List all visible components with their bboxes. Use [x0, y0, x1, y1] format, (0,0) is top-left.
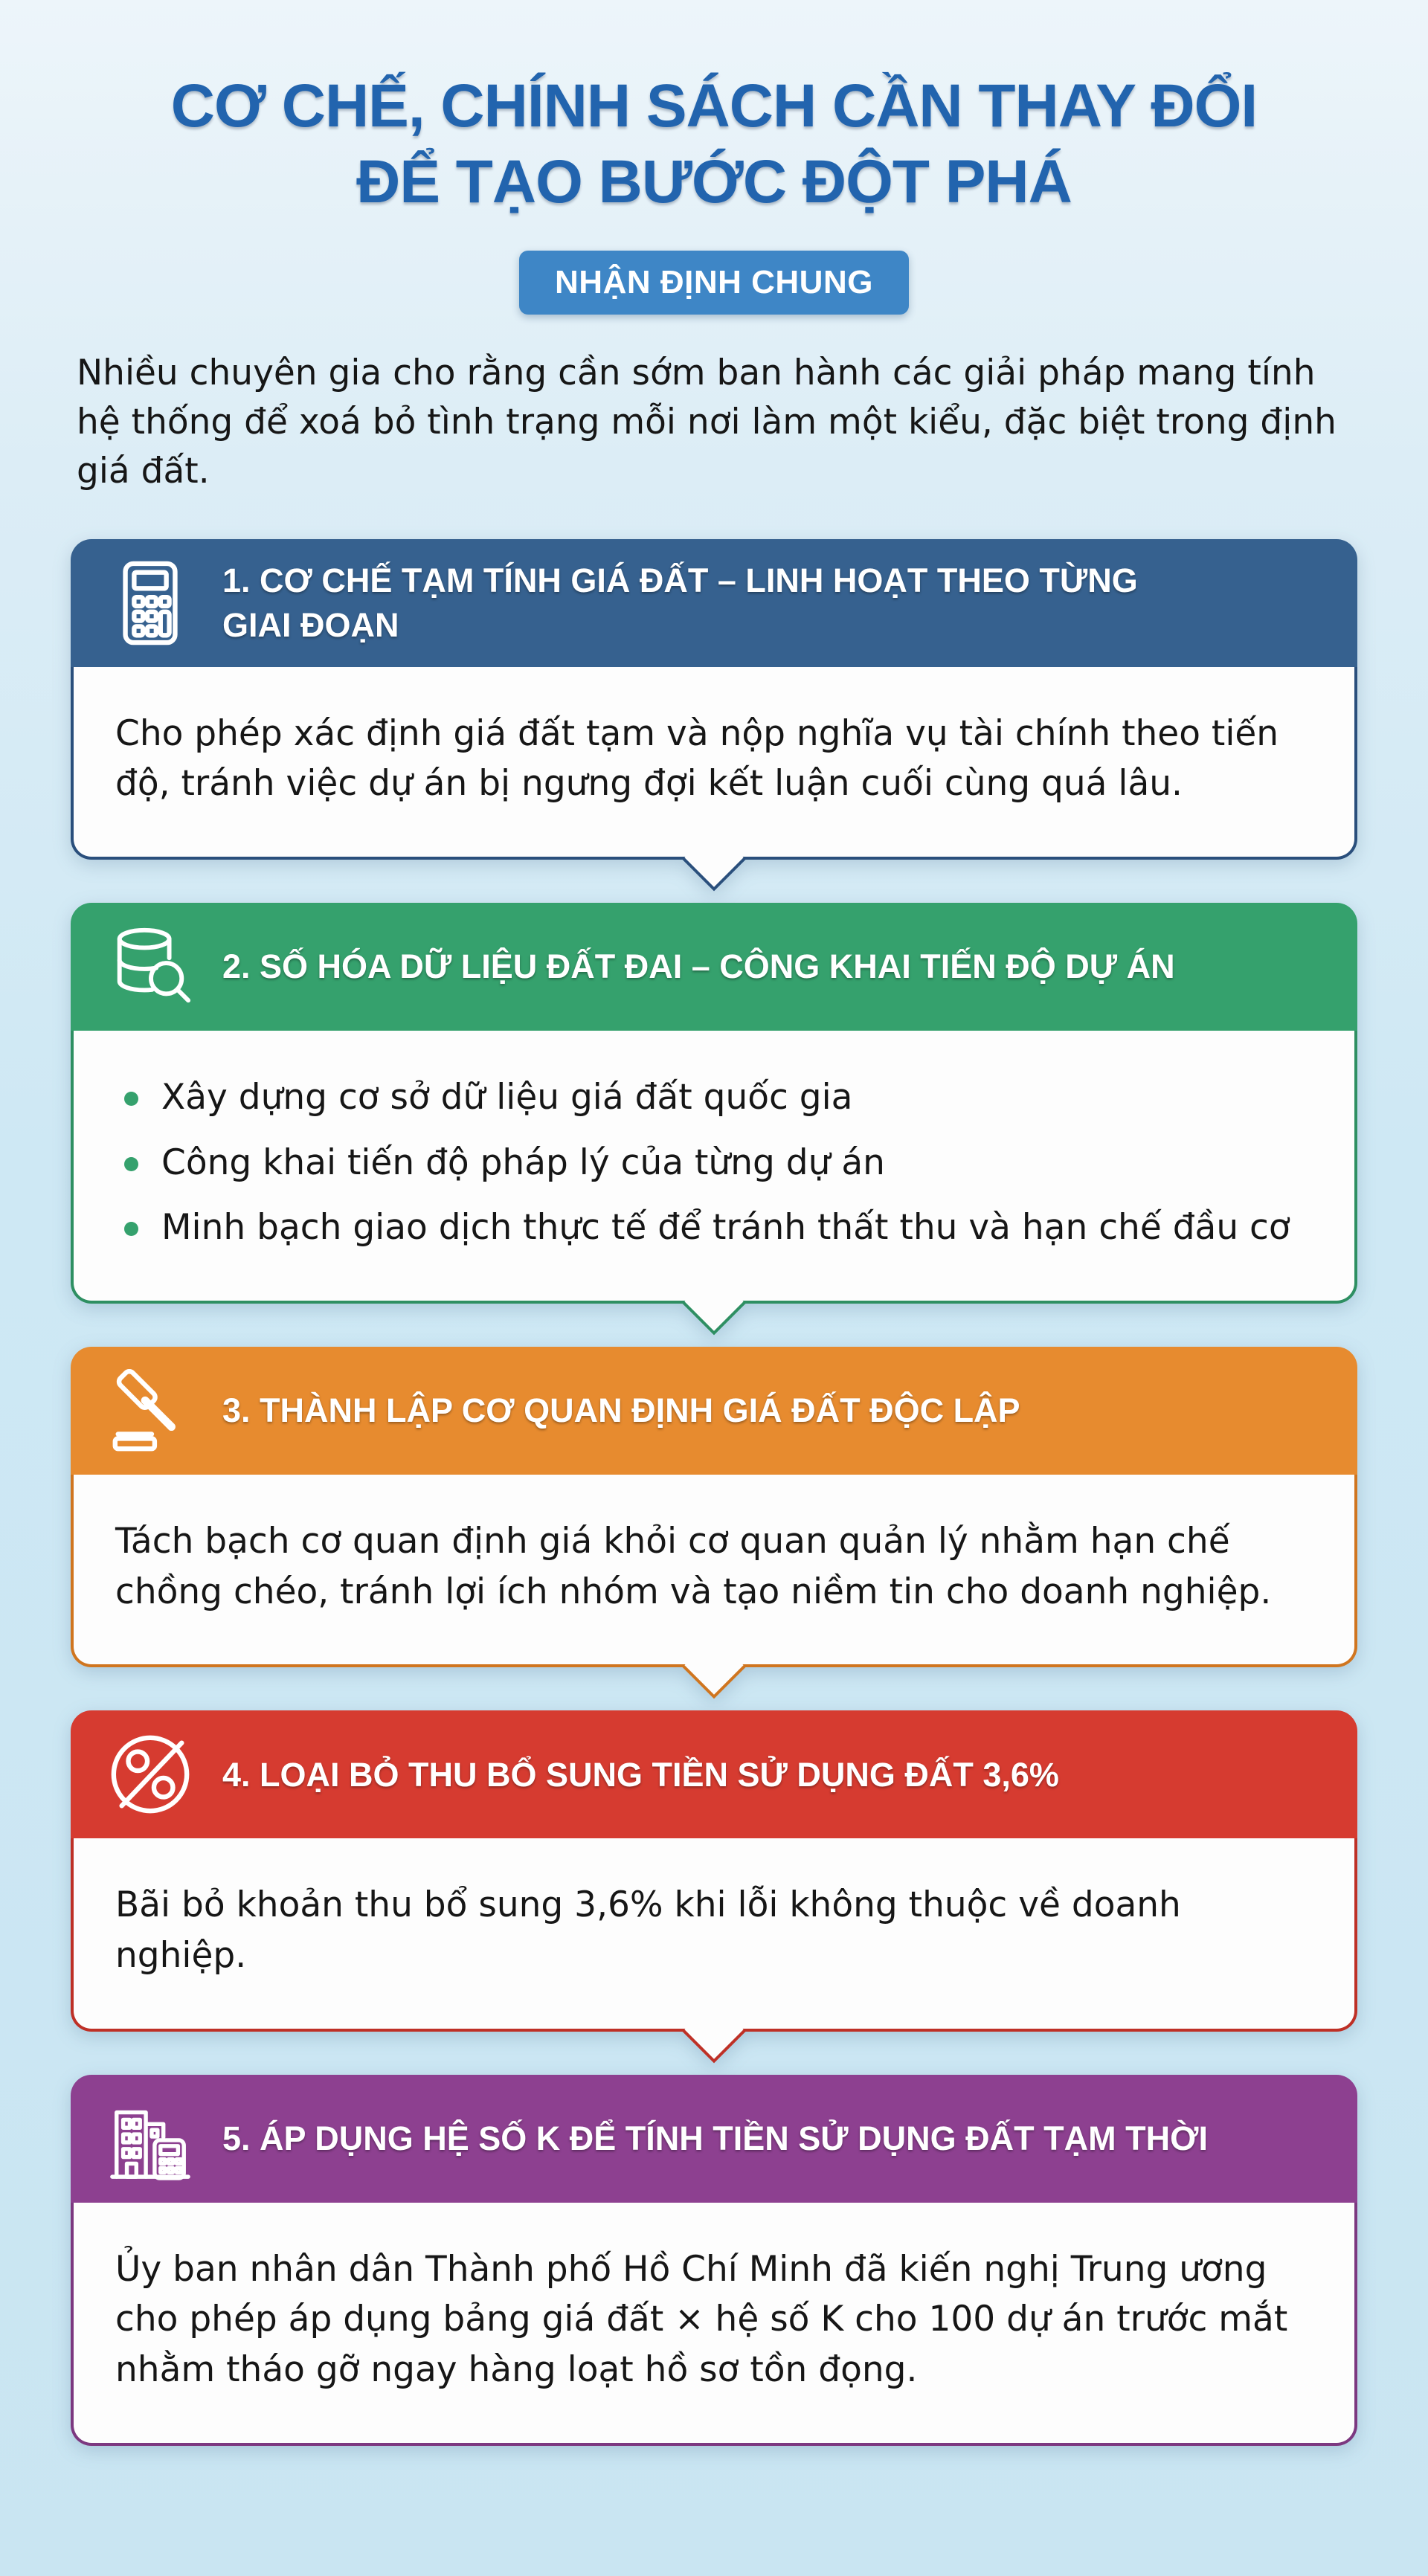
card-body: Ủy ban nhân dân Thành phố Hồ Chí Minh đã kiến nghị Trung ương cho phép áp dụng bảng giá đất × hệ số K cho 100 dự án trước mắt nhằm tháo gỡ ngay hàng loạt hồ sơ tồn đọng. [71, 2203, 1357, 2446]
card-digitize-land-data [71, 903, 1357, 1304]
bottom-margin [71, 2446, 1357, 2576]
card-coefficient-k [71, 2075, 1357, 2446]
page-title [71, 68, 1357, 219]
card-header [71, 2075, 1357, 2203]
bullet-item: Minh bạch giao dịch thực tế để tránh thất thu và hạn chế đầu cơ [115, 1202, 1313, 1253]
bullet-list [115, 1072, 1313, 1253]
card-body: Tách bạch cơ quan định giá khỏi cơ quan quản lý nhằm hạn chế chồng chéo, tránh lợi ích nhóm và tạo niềm tin cho doanh nghiệp. [71, 1475, 1357, 1667]
card-header [71, 903, 1357, 1031]
card-remove-surcharge [71, 1710, 1357, 2031]
card-title: 3. THÀNH LẬP CƠ QUAN ĐỊNH GIÁ ĐẤT ĐỘC LẬP [222, 1391, 1020, 1430]
gavel-icon [106, 1367, 194, 1455]
calculator-icon [106, 559, 194, 647]
card-header [71, 1347, 1357, 1475]
card-body: Cho phép xác định giá đất tạm và nộp nghĩa vụ tài chính theo tiến độ, tránh việc dự án bị ngưng đợi kết luận cuối cùng quá lâu. [71, 667, 1357, 860]
card-temporary-land-price [71, 539, 1357, 860]
intro-text: Nhiều chuyên gia cho rằng cần sớm ban hành các giải pháp mang tính hệ thống để xoá bỏ tình trạng mỗi nơi làm một kiểu, đặc biệt trong định giá đất. [77, 352, 1337, 492]
infographic [71, 0, 1357, 2576]
percent-circle-icon [106, 1730, 194, 1818]
section-badge: NHẬN ĐỊNH CHUNG [519, 251, 909, 315]
bullet-item: Xây dựng cơ sở dữ liệu giá đất quốc gia [115, 1072, 1313, 1123]
card-title: 4. LOẠI BỎ THU BỔ SUNG TIỀN SỬ DỤNG ĐẤT 3,6% [222, 1755, 1059, 1794]
bullet-item: Công khai tiến độ pháp lý của từng dự án [115, 1138, 1313, 1188]
card-header [71, 1710, 1357, 1838]
page-title-line2: ĐỂ TẠO BƯỚC ĐỘT PHÁ [356, 147, 1072, 216]
database-search-icon [106, 923, 194, 1011]
card-title: 5. ÁP DỤNG HỆ SỐ K ĐỂ TÍNH TIỀN SỬ DỤNG ĐẤT TẠM THỜI [222, 2119, 1208, 2158]
card-body: Bãi bỏ khoản thu bổ sung 3,6% khi lỗi không thuộc về doanh nghiệp. [71, 1838, 1357, 2031]
card-independent-valuation-agency [71, 1347, 1357, 1667]
card-body [71, 1031, 1357, 1304]
page-title-line1: CƠ CHẾ, CHÍNH SÁCH CẦN THAY ĐỔI [170, 72, 1258, 140]
card-title: 1. CƠ CHẾ TẠM TÍNH GIÁ ĐẤT – LINH HOẠT THEO TỪNG GIAI ĐOẠN [222, 561, 1138, 644]
card-title: 2. SỐ HÓA DỮ LIỆU ĐẤT ĐAI – CÔNG KHAI TIẾN ĐỘ DỰ ÁN [222, 947, 1175, 986]
buildings-calculator-icon [106, 2095, 194, 2183]
card-header [71, 539, 1357, 667]
